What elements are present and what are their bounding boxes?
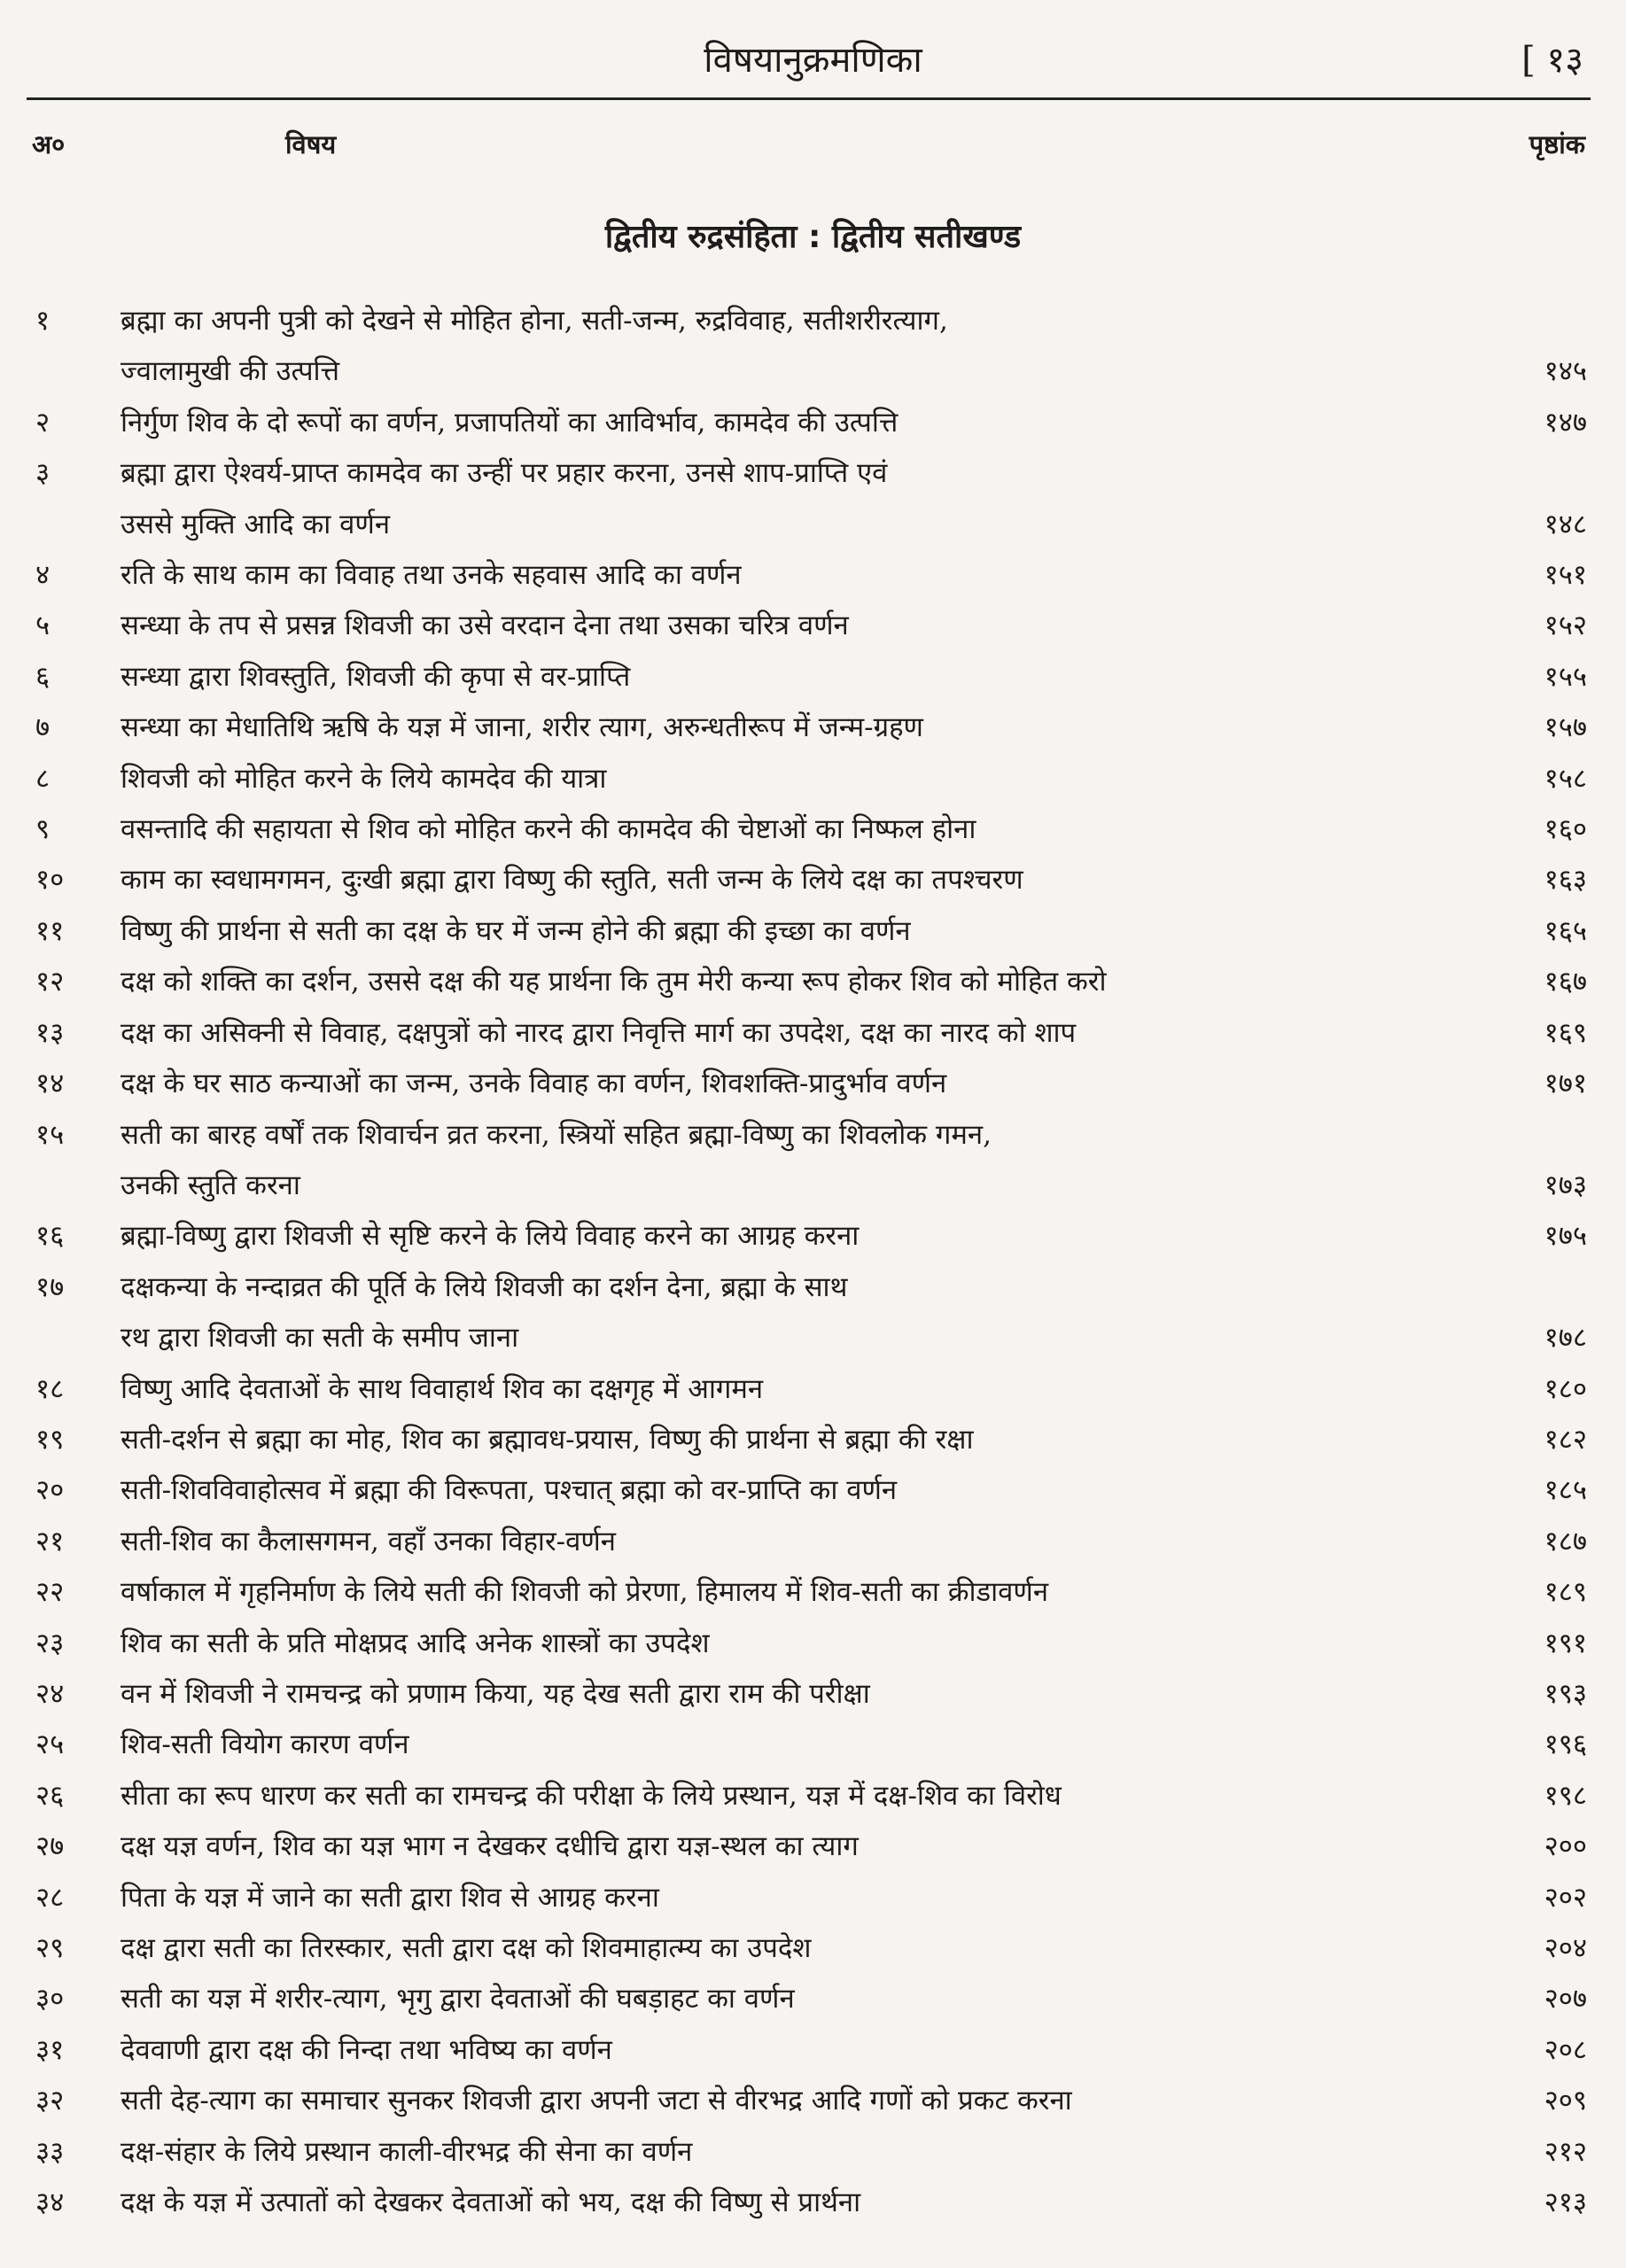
toc-entry: [0, 1771, 1626, 1821]
entry-page-number: १७१: [1544, 1068, 1587, 1100]
entry-text: विष्णु की प्रार्थना से सती का दक्ष के घर में जन्म होने की ब्रह्मा की इच्छा का वर्णन: [121, 914, 911, 947]
toc-entry: [0, 448, 1626, 550]
entry-text: सीता का रूप धारण कर सती का रामचन्द्र की परीक्षा के लिये प्रस्थान, यज्ञ में दक्ष-शिव का विरोध: [121, 1779, 1062, 1812]
toc-entry: [0, 1974, 1626, 2024]
entry-number: १: [35, 305, 51, 337]
entry-number: २०: [35, 1474, 65, 1507]
toc-entry: [0, 2127, 1626, 2178]
entry-text: ब्रह्मा-विष्णु द्वारा शिवजी से सृष्टि करने के लिये विवाह करने का आग्रह करना: [121, 1220, 860, 1253]
entry-page-number: २०४: [1544, 1932, 1587, 1964]
toc-entry: [0, 1415, 1626, 1465]
section-title: द्वितीय रुद्रसंहिता : द्वितीय सतीखण्ड: [604, 219, 1022, 255]
entry-text: शिवजी को मोहित करने के लिये कामदेव की यात्रा: [121, 762, 607, 795]
column-headers: [0, 122, 1626, 167]
toc-entry: [0, 906, 1626, 957]
entry-page-number: १५५: [1544, 660, 1587, 693]
entry-page-number: १४७: [1544, 406, 1587, 439]
entry-number: ३१: [35, 2033, 65, 2066]
column-header-number: अ०: [32, 129, 66, 159]
entry-text: विष्णु आदि देवताओं के साथ विवाहार्थ शिव का दक्षगृह में आगमन: [121, 1372, 764, 1405]
entry-page-number: १६७: [1544, 966, 1587, 998]
entry-text: दक्ष के यज्ञ में उत्पातों को देखकर देवताओं को भय, दक्ष की विष्णु से प्रार्थना: [121, 2186, 861, 2219]
entry-text: सती-शिवविवाहोत्सव में ब्रह्मा की विरूपता, पश्चात् ब्रह्मा को वर-प्राप्ति का वर्णन: [121, 1474, 898, 1507]
entry-text: दक्ष को शक्ति का दर्शन, उससे दक्ष की यह प्रार्थना कि तुम मेरी कन्या रूप होकर शिव को मोहित करो: [121, 966, 1107, 998]
entry-page-number: १४८: [1544, 508, 1587, 540]
entry-number: १७: [35, 1270, 65, 1303]
entry-text: ब्रह्मा द्वारा ऐश्वर्य-प्राप्त कामदेव का उन्हीं पर प्रहार करना, उनसे शाप-प्राप्ति एवं: [121, 457, 888, 490]
entry-number: २५: [35, 1728, 65, 1761]
entry-page-number: १८२: [1544, 1423, 1587, 1456]
entry-number: २३: [35, 1627, 65, 1659]
entry-page-number: २०८: [1544, 2033, 1587, 2066]
toc-entry: [0, 957, 1626, 1007]
toc-entry: [0, 804, 1626, 855]
entry-text: सती देह-त्याग का समाचार सुनकर शिवजी द्वारा अपनी जटा से वीरभद्र आदि गणों को प्रकट करना: [121, 2085, 1072, 2117]
header-page-number: [ १३: [1521, 40, 1583, 81]
entry-text: दक्षकन्या के नन्दाव्रत की पूर्ति के लिये शिवजी का दर्शन देना, ब्रह्मा के साथ: [121, 1270, 848, 1303]
entry-text: दक्ष यज्ञ वर्णन, शिव का यज्ञ भाग न देखकर दधीचि द्वारा यज्ञ-स्थल का त्याग: [121, 1830, 859, 1863]
toc-entry: [0, 398, 1626, 448]
toc-entry: [0, 1262, 1626, 1364]
entry-page-number: १५७: [1544, 711, 1587, 744]
entry-text: ज्वालामुखी की उत्पत्ति: [121, 355, 339, 388]
entry-text: सती-शिव का कैलासगमन, वहाँ उनका विहार-वर्णन: [121, 1525, 616, 1557]
toc-entry: [0, 1567, 1626, 1618]
toc-entry: [0, 1873, 1626, 1923]
toc-entry: [0, 1211, 1626, 1262]
entry-text: शिव का सती के प्रति मोक्षप्रद आदि अनेक शास्त्रों का उपदेश: [121, 1627, 710, 1659]
entry-text: सती का बारह वर्षों तक शिवार्चन व्रत करना, स्त्रियों सहित ब्रह्मा-विष्णु का शिवलोक गमन,: [121, 1118, 992, 1151]
entry-page-number: १८७: [1544, 1525, 1587, 1557]
toc-entry: [0, 550, 1626, 601]
entry-page-number: २१३: [1544, 2186, 1587, 2219]
entry-page-number: २१२: [1544, 2135, 1587, 2168]
entry-page-number: १९१: [1544, 1627, 1587, 1659]
entry-page-number: १५१: [1544, 559, 1587, 592]
entry-number: ६: [35, 660, 51, 693]
entry-text: सन्ध्या के तप से प्रसन्न शिवजी का उसे वरदान देना तथा उसका चरित्र वर्णन: [121, 610, 849, 642]
entry-text: दक्ष के घर साठ कन्याओं का जन्म, उनके विवाह का वर्णन, शिवशक्ति-प्रादुर्भाव वर्णन: [121, 1068, 947, 1100]
entry-text: सन्ध्या द्वारा शिवस्तुति, शिवजी की कृपा से वर-प्राप्ति: [121, 660, 631, 693]
entry-text: सती का यज्ञ में शरीर-त्याग, भृगु द्वारा देवताओं की घबड़ाहट का वर्णन: [121, 1983, 795, 2016]
entry-text: शिव-सती वियोग कारण वर्णन: [121, 1728, 409, 1761]
entry-number: २१: [35, 1525, 65, 1557]
entry-text: सन्ध्या का मेधातिथि ऋषि के यज्ञ में जाना, शरीर त्याग, अरुन्धतीरूप में जन्म-ग्रहण: [121, 711, 923, 744]
entry-number: ४: [35, 559, 51, 592]
entry-number: ७: [35, 711, 51, 744]
toc-entry: [0, 1923, 1626, 1974]
entry-number: १३: [35, 1016, 65, 1049]
entry-text: देववाणी द्वारा दक्ष की निन्दा तथा भविष्य का वर्णन: [121, 2033, 612, 2066]
header-title: विषयानुक्रमणिका: [704, 40, 922, 81]
column-header-subject: विषय: [285, 129, 337, 159]
toc-entry: [0, 1110, 1626, 1212]
entry-page-number: २००: [1544, 1830, 1587, 1863]
entry-page-number: १७८: [1544, 1322, 1587, 1355]
entry-number: ३४: [35, 2186, 65, 2219]
entry-number: १२: [35, 966, 65, 998]
entry-number: ५: [35, 610, 51, 642]
entry-text: काम का स्वधामगमन, दुःखी ब्रह्मा द्वारा विष्णु की स्तुति, सती जन्म के लिये दक्ष का तपश्चरण: [121, 864, 1023, 897]
toc-entry: [0, 1821, 1626, 1872]
column-header-page: पृष्ठांक: [1529, 129, 1585, 159]
entry-text: ब्रह्मा का अपनी पुत्री को देखने से मोहित होना, सती-जन्म, रुद्रविवाह, सतीशरीरत्याग,: [121, 305, 948, 337]
toc-entry: [0, 703, 1626, 753]
entry-number: २७: [35, 1830, 65, 1863]
entry-number: १४: [35, 1068, 65, 1100]
header-rule: [27, 97, 1591, 100]
toc-entry: [0, 652, 1626, 703]
entry-text: वसन्तादि की सहायता से शिव को मोहित करने की कामदेव की चेष्टाओं का निष्फल होना: [121, 813, 976, 846]
entry-text: निर्गुण शिव के दो रूपों का वर्णन, प्रजापतियों का आविर्भाव, कामदेव की उत्पत्ति: [121, 406, 899, 439]
entry-page-number: १८०: [1544, 1372, 1587, 1405]
entry-page-number: १५८: [1544, 762, 1587, 795]
entry-page-number: १८५: [1544, 1474, 1587, 1507]
toc-entry: [0, 855, 1626, 905]
entry-number: १५: [35, 1118, 65, 1151]
toc-entry: [0, 1059, 1626, 1109]
entry-page-number: १६५: [1544, 914, 1587, 947]
entry-text: दक्ष-संहार के लिये प्रस्थान काली-वीरभद्र की सेना का वर्णन: [121, 2135, 693, 2168]
toc-entry: [0, 1720, 1626, 1770]
entry-number: २९: [35, 1932, 65, 1964]
entry-page-number: १४५: [1544, 355, 1587, 388]
running-header: [0, 34, 1626, 87]
entry-text: वर्षाकाल में गृहनिर्माण के लिये सती की शिवजी को प्रेरणा, हिमालय में शिव-सती का क्रीडावर्णन: [121, 1576, 1049, 1609]
entry-page-number: २०९: [1544, 2085, 1587, 2117]
entry-text: दक्ष द्वारा सती का तिरस्कार, सती द्वारा दक्ष को शिवमाहात्म्य का उपदेश: [121, 1932, 812, 1964]
entry-number: ३: [35, 457, 51, 490]
entry-page-number: १६९: [1544, 1016, 1587, 1049]
entry-text: उससे मुक्ति आदि का वर्णन: [121, 508, 391, 540]
entry-page-number: १६३: [1544, 864, 1587, 897]
toc-entry: [0, 1008, 1626, 1059]
entry-text: दक्ष का असिक्नी से विवाह, दक्षपुत्रों को नारद द्वारा निवृत्ति मार्ग का उपदेश, दक्ष का नारद को शाप: [121, 1016, 1077, 1049]
entry-number: २२: [35, 1576, 65, 1609]
toc-entry: [0, 2025, 1626, 2076]
entry-page-number: १९३: [1544, 1677, 1587, 1710]
entry-text: रति के साथ काम का विवाह तथा उनके सहवास आदि का वर्णन: [121, 559, 742, 592]
entry-page-number: १६०: [1544, 813, 1587, 846]
toc-entry: [0, 754, 1626, 804]
entry-page-number: १९८: [1544, 1779, 1587, 1812]
entry-number: २४: [35, 1677, 65, 1710]
entry-page-number: १७३: [1544, 1169, 1587, 1201]
entry-number: ३३: [35, 2135, 65, 2168]
entry-number: १९: [35, 1423, 65, 1456]
entry-number: १०: [35, 864, 65, 897]
entry-number: ११: [35, 914, 65, 947]
toc-entry: [0, 1517, 1626, 1567]
toc-entry: [0, 1465, 1626, 1516]
entry-page-number: २०७: [1544, 1983, 1587, 2016]
entry-text: सती-दर्शन से ब्रह्मा का मोह, शिव का ब्रह्मावध-प्रयास, विष्णु की प्रार्थना से ब्रह्मा की रक्षा: [121, 1423, 974, 1456]
entry-number: ८: [35, 762, 51, 795]
entry-number: २: [35, 406, 51, 439]
toc-entry: [0, 2076, 1626, 2126]
entry-page-number: १९६: [1544, 1728, 1587, 1761]
entry-number: १८: [35, 1372, 65, 1405]
toc-entry: [0, 601, 1626, 651]
toc-entry: [0, 1364, 1626, 1415]
entry-text: वन में शिवजी ने रामचन्द्र को प्रणाम किया, यह देख सती द्वारा राम की परीक्षा: [121, 1677, 870, 1710]
entry-number: ३२: [35, 2085, 65, 2117]
toc-entry: [0, 2178, 1626, 2228]
toc-list: [0, 296, 1626, 2228]
entry-text: उनकी स्तुति करना: [121, 1169, 300, 1201]
entry-number: ३०: [35, 1983, 65, 2016]
entry-page-number: १८९: [1544, 1576, 1587, 1609]
entry-page-number: २०२: [1544, 1881, 1587, 1914]
entry-number: २८: [35, 1881, 65, 1914]
entry-text: पिता के यज्ञ में जाने का सती द्वारा शिव से आग्रह करना: [121, 1881, 659, 1914]
toc-entry: [0, 296, 1626, 398]
entry-number: १६: [35, 1220, 65, 1253]
entry-text: रथ द्वारा शिवजी का सती के समीप जाना: [121, 1322, 519, 1355]
entry-page-number: १७५: [1544, 1220, 1587, 1253]
toc-entry: [0, 1619, 1626, 1669]
entry-page-number: १५२: [1544, 610, 1587, 642]
entry-number: २६: [35, 1779, 65, 1812]
entry-number: ९: [35, 813, 51, 846]
toc-entry: [0, 1669, 1626, 1720]
